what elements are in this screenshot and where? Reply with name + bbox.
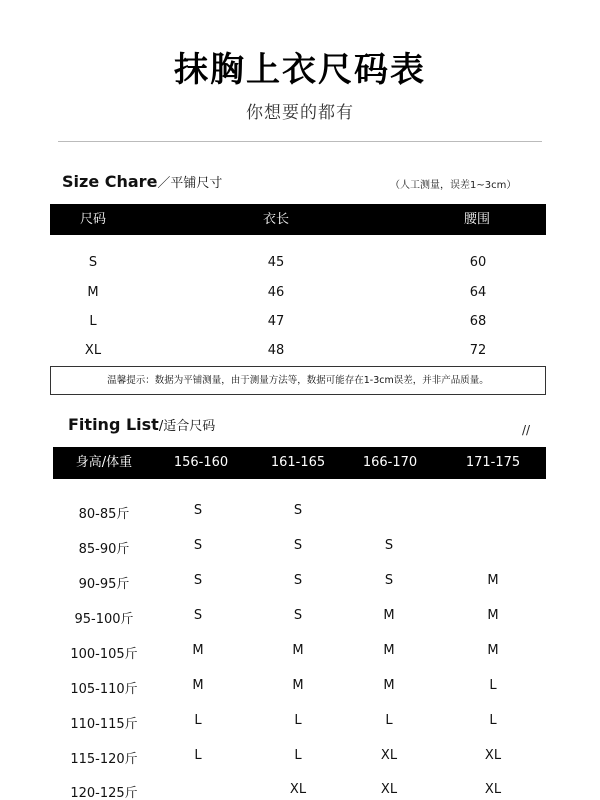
size-col-header: 腰围: [463, 212, 491, 227]
size-col-header: 尺码: [79, 212, 107, 227]
fit-cell: XL: [289, 782, 307, 797]
fit-cell: S: [293, 538, 303, 553]
fit-cell: 105-110斤: [70, 682, 138, 697]
fit-heading-en: Fiting List: [68, 415, 159, 434]
fit-col-header: 161-165: [270, 455, 326, 470]
fit-cell: XL: [380, 782, 398, 797]
fit-cell: 80-85斤: [78, 507, 130, 522]
size-cell: 46: [267, 285, 285, 300]
divider: [58, 141, 542, 142]
size-cell: 45: [267, 255, 285, 270]
size-heading-cn: ／平铺尺寸: [157, 176, 223, 191]
fit-cell: 85-90斤: [78, 542, 130, 557]
fit-cell: XL: [380, 748, 398, 763]
fit-cell: M: [383, 678, 395, 693]
fit-cell: 110-115斤: [70, 717, 138, 732]
fit-cell: S: [193, 573, 203, 588]
fit-section-mark: //: [522, 423, 531, 437]
fit-cell: S: [193, 608, 203, 623]
fit-cell: XL: [484, 782, 502, 797]
fit-cell: 100-105斤: [70, 647, 138, 662]
fit-cell: S: [293, 608, 303, 623]
fit-col-header: 166-170: [362, 455, 418, 470]
fit-cell: L: [194, 748, 202, 763]
page-subtitle: 你想要的都有: [246, 103, 354, 123]
size-table-header: [50, 204, 546, 235]
fit-cell: L: [489, 678, 497, 693]
size-cell: M: [87, 285, 99, 300]
size-cell: 64: [469, 285, 487, 300]
fit-cell: S: [193, 503, 203, 518]
fit-col-header: 156-160: [173, 455, 229, 470]
fit-cell: M: [487, 643, 499, 658]
fit-table-header: [53, 447, 546, 479]
fit-cell: S: [384, 538, 394, 553]
fit-cell: 120-125斤: [70, 786, 138, 800]
fit-cell: S: [193, 538, 203, 553]
fit-cell: L: [294, 713, 302, 728]
fit-cell: S: [293, 573, 303, 588]
fit-cell: M: [383, 643, 395, 658]
fit-cell: M: [487, 608, 499, 623]
fit-cell: 90-95斤: [78, 577, 130, 592]
fit-cell: 95-100斤: [74, 612, 134, 627]
fit-cell: L: [385, 713, 393, 728]
size-cell: 72: [469, 343, 487, 358]
fit-cell: L: [294, 748, 302, 763]
size-cell: XL: [84, 343, 102, 358]
page-title: 抹胸上衣尺码表: [174, 50, 426, 90]
size-cell: L: [89, 314, 97, 329]
measurement-tip: 温馨提示：数据为平铺测量，由于测量方法等，数据可能存在1-3cm误差，并非产品质量。: [50, 366, 546, 395]
size-cell: 47: [267, 314, 285, 329]
size-cell: 48: [267, 343, 285, 358]
size-cell: S: [88, 255, 98, 270]
size-cell: 60: [469, 255, 487, 270]
fit-cell: M: [487, 573, 499, 588]
fit-cell: M: [192, 678, 204, 693]
fit-cell: L: [489, 713, 497, 728]
size-col-header: 衣长: [262, 212, 290, 227]
fit-col-header: 身高/体重: [75, 455, 133, 470]
fit-section-heading: [68, 415, 215, 434]
size-cell: 68: [469, 314, 487, 329]
fit-cell: 115-120斤: [70, 752, 138, 767]
size-measure-note: （人工测量，误差1~3cm）: [390, 180, 517, 191]
fit-cell: S: [293, 503, 303, 518]
fit-cell: S: [384, 573, 394, 588]
fit-cell: M: [292, 643, 304, 658]
fit-col-header: 171-175: [465, 455, 521, 470]
size-section-heading: [62, 172, 222, 191]
fit-cell: XL: [484, 748, 502, 763]
size-heading-en: Size Chare: [62, 172, 158, 191]
fit-cell: M: [192, 643, 204, 658]
fit-cell: L: [194, 713, 202, 728]
fit-cell: M: [383, 608, 395, 623]
fit-heading-cn: /适合尺码: [158, 419, 216, 434]
fit-cell: M: [292, 678, 304, 693]
